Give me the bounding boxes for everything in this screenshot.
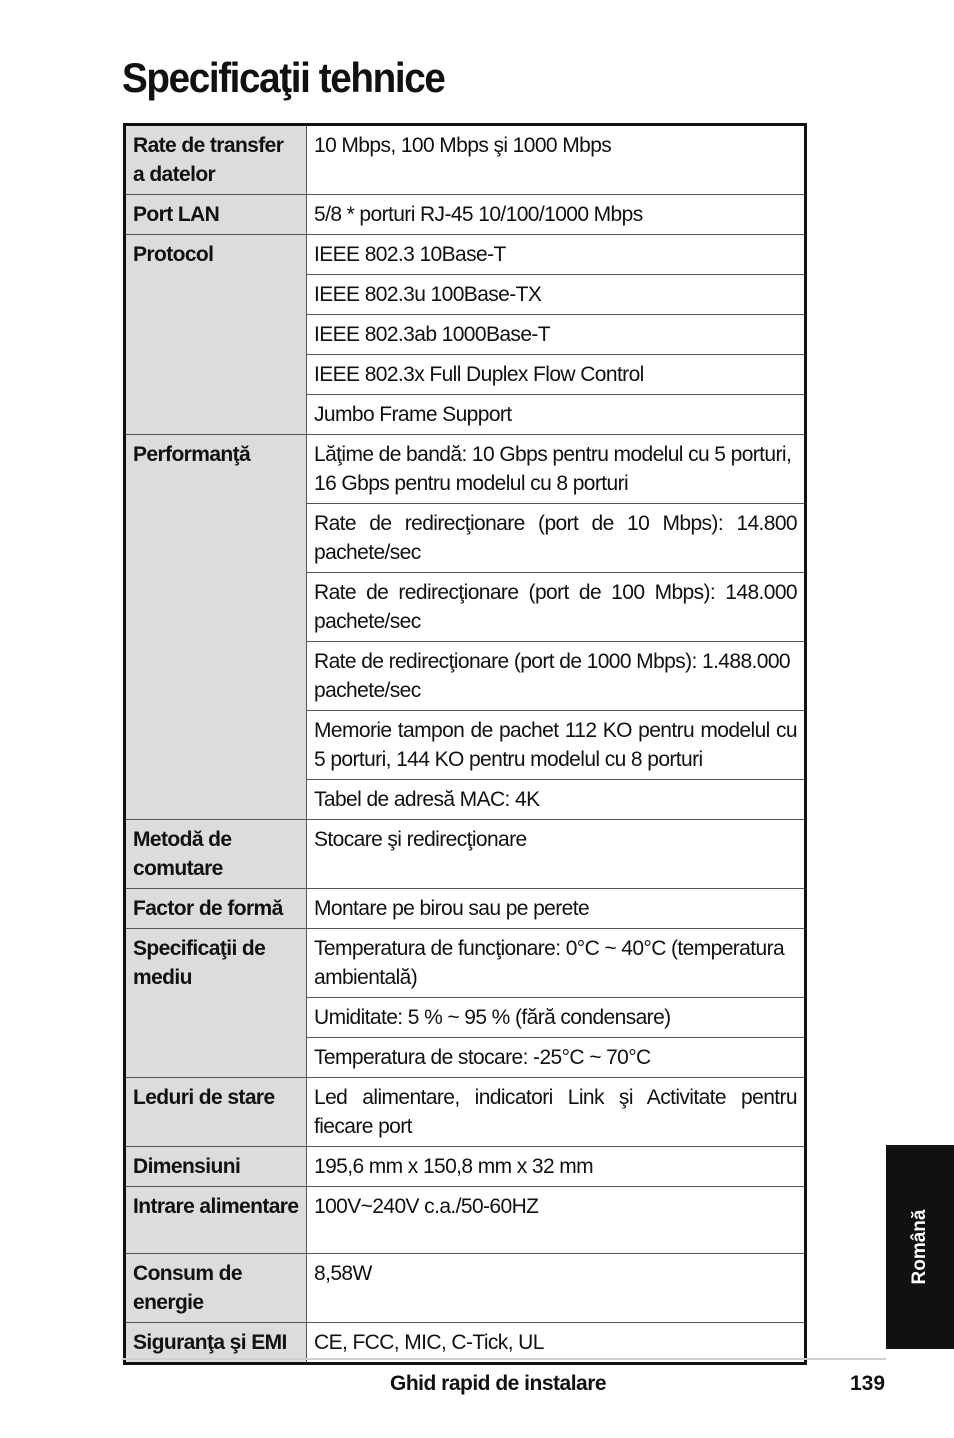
spec-value: Umiditate: 5 % ~ 95 % (fără condensare) [307,998,806,1038]
spec-value: Rate de redirecţionare (port de 100 Mbps): 148.000 pachete/sec [307,573,806,642]
table-row [125,1254,806,1323]
language-tab-label: Română [909,1209,930,1285]
spec-label: Performanţă [125,435,307,820]
spec-label: Specificaţii de mediu [125,929,307,1078]
page-number: 139 [850,1372,886,1395]
footer-title: Ghid rapid de instalare [390,1372,607,1395]
spec-value: Rate de redirecţionare (port de 10 Mbps): 14.800 pachete/sec [307,504,806,573]
table-row [125,195,806,235]
table-row [125,125,806,195]
spec-value: Lăţime de bandă: 10 Gbps pentru modelul cu 5 porturi, 16 Gbps pentru modelul cu 8 porturi [307,435,806,504]
spec-label: Dimensiuni [125,1147,307,1187]
spec-value: Memorie tampon de pachet 112 KO pentru modelul cu 5 porturi, 144 KO pentru modelul cu 8 porturi [307,711,806,780]
table-row [125,889,806,929]
table-row [125,1187,806,1254]
table-row [125,235,806,275]
page-title: Specificaţii tehnice [122,54,445,101]
spec-value: Rate de redirecţionare (port de 1000 Mbps): 1.488.000 pachete/sec [307,642,806,711]
table-row [125,1078,806,1147]
spec-value: Temperatura de funcţionare: 0°C ~ 40°C (temperatura ambientală) [307,929,806,998]
spec-label: Metodă de comutare [125,820,307,889]
spec-value: IEEE 802.3ab 1000Base-T [307,315,806,355]
spec-value: Stocare şi redirecţionare [307,820,806,889]
spec-value: IEEE 802.3x Full Duplex Flow Control [307,355,806,395]
table-row [125,929,806,998]
spec-value: Tabel de adresă MAC: 4K [307,780,806,820]
spec-value: CE, FCC, MIC, C-Tick, UL [307,1323,806,1364]
spec-value: Jumbo Frame Support [307,395,806,435]
spec-value: 5/8 * porturi RJ-45 10/100/1000 Mbps [307,195,806,235]
spec-value: IEEE 802.3u 100Base-TX [307,275,806,315]
spec-label: Leduri de stare [125,1078,307,1147]
footer-divider [122,1358,886,1360]
spec-label: Consum de energie [125,1254,307,1323]
table-row [125,435,806,504]
spec-value: Temperatura de stocare: -25°C ~ 70°C [307,1038,806,1078]
spec-label: Port LAN [125,195,307,235]
spec-value: 10 Mbps, 100 Mbps şi 1000 Mbps [307,125,806,195]
spec-label: Siguranţa şi EMI [125,1323,307,1364]
spec-value: Montare pe birou sau pe perete [307,889,806,929]
spec-label: Protocol [125,235,307,435]
language-tab [886,1145,954,1349]
spec-label: Intrare alimentare [125,1187,307,1254]
spec-label: Factor de formă [125,889,307,929]
spec-value: 195,6 mm x 150,8 mm x 32 mm [307,1147,806,1187]
spec-table [123,123,807,1365]
spec-value: 100V~240V c.a./50-60HZ [307,1187,806,1254]
spec-label: Rate de transfer a datelor [125,125,307,195]
table-row [125,1147,806,1187]
spec-value: 8,58W [307,1254,806,1323]
spec-value: IEEE 802.3 10Base-T [307,235,806,275]
table-row [125,820,806,889]
spec-value: Led alimentare, indicatori Link şi Activitate pentru fiecare port [307,1078,806,1147]
